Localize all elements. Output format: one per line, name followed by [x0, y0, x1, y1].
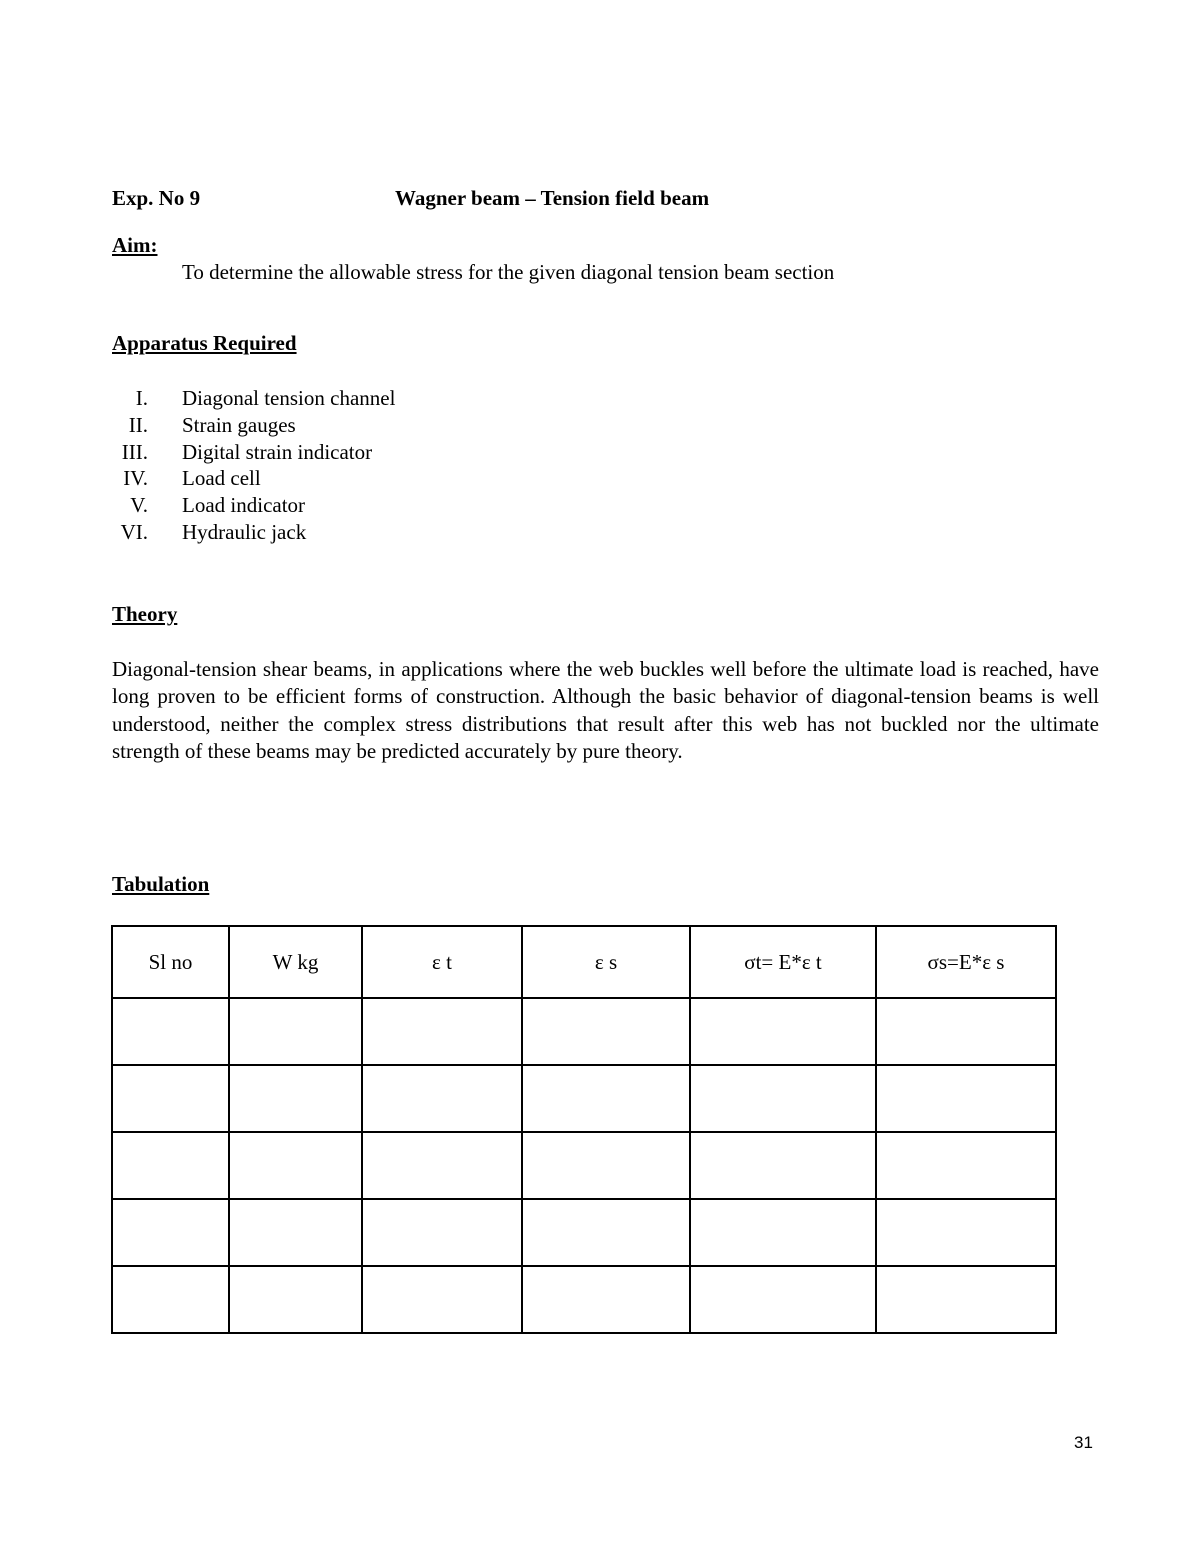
table-cell [229, 1065, 362, 1132]
table-row [112, 1065, 1056, 1132]
table-cell [876, 998, 1056, 1065]
table-cell [522, 1199, 690, 1266]
column-header-stress-s: σs=E*ε s [876, 926, 1056, 998]
table-cell [229, 1199, 362, 1266]
list-item [100, 519, 307, 546]
column-header-strain-s: ε s [522, 926, 690, 998]
table-cell [876, 1065, 1056, 1132]
experiment-title: Wagner beam – Tension field beam [395, 186, 710, 210]
column-header-strain-t: ε t [362, 926, 522, 998]
list-item-label: Load cell [182, 466, 261, 491]
list-item-label: Diagonal tension channel [182, 386, 396, 410]
list-item-number: III. [121, 439, 148, 464]
table-cell [112, 1065, 229, 1132]
theory-paragraph: Diagonal-tension shear beams, in applications where the web buckles well before the ultimate load is reached, have long proven to be efficient forms of construction. Although the basic behavior of diagonal-tension beams is well understood, neither the complex stress distributions that result after this web has not buckled nor the ultimate strength of these beams may be predicted accurately by pure theory. [112, 657, 1099, 763]
table-cell [876, 1132, 1056, 1199]
list-item-number: VI. [120, 519, 148, 544]
table-cell [690, 1199, 876, 1266]
aim-heading: Aim: [112, 233, 158, 257]
table-cell [362, 1199, 522, 1266]
experiment-number: Exp. No 9 [112, 186, 201, 210]
table-cell [876, 1266, 1056, 1333]
list-item-number: V. [130, 493, 148, 518]
table-cell [522, 1065, 690, 1132]
table-cell [362, 1132, 522, 1199]
table-cell [690, 998, 876, 1065]
list-item [100, 439, 373, 466]
column-header-sl-no: Sl no [112, 926, 229, 998]
table-cell [112, 1266, 229, 1333]
table-cell [690, 1065, 876, 1132]
tabulation-heading: Tabulation [112, 872, 210, 896]
apparatus-heading: Apparatus Required [112, 331, 297, 355]
list-item-label: Digital strain indicator [182, 439, 373, 464]
list-item-number: II. [128, 412, 148, 437]
table-row [112, 998, 1056, 1065]
list-item [100, 465, 261, 492]
table-row [112, 1132, 1056, 1199]
table-cell [229, 998, 362, 1065]
table-row [112, 1266, 1056, 1333]
table-cell [690, 1266, 876, 1333]
list-item [100, 492, 306, 519]
table-cell [522, 1266, 690, 1333]
tabulation-table [111, 925, 1057, 1334]
theory-heading: Theory [112, 602, 178, 626]
table-cell [362, 998, 522, 1065]
aim-text: To determine the allowable stress for the given diagonal tension beam section [182, 260, 835, 284]
table-cell [522, 998, 690, 1065]
table-cell [112, 1132, 229, 1199]
table-cell [876, 1199, 1056, 1266]
table-cell [229, 1132, 362, 1199]
table-header-row [112, 926, 1056, 998]
apparatus-list [100, 385, 396, 546]
list-item-label: Hydraulic jack [182, 519, 307, 544]
table-cell [362, 1065, 522, 1132]
table-cell [229, 1266, 362, 1333]
page-number: 31 [1074, 1433, 1093, 1452]
list-item-number: IV. [123, 466, 148, 491]
table-cell [522, 1132, 690, 1199]
table-cell [112, 998, 229, 1065]
column-header-stress-t: σt= E*ε t [690, 926, 876, 998]
table-cell [362, 1266, 522, 1333]
table-cell [690, 1132, 876, 1199]
table-row [112, 1199, 1056, 1266]
column-header-load: W kg [229, 926, 362, 998]
table-cell [112, 1199, 229, 1266]
list-item-label: Strain gauges [182, 412, 296, 437]
list-item [100, 385, 396, 412]
list-item [100, 412, 296, 439]
list-item-number: I. [135, 386, 148, 410]
list-item-label: Load indicator [182, 493, 306, 518]
